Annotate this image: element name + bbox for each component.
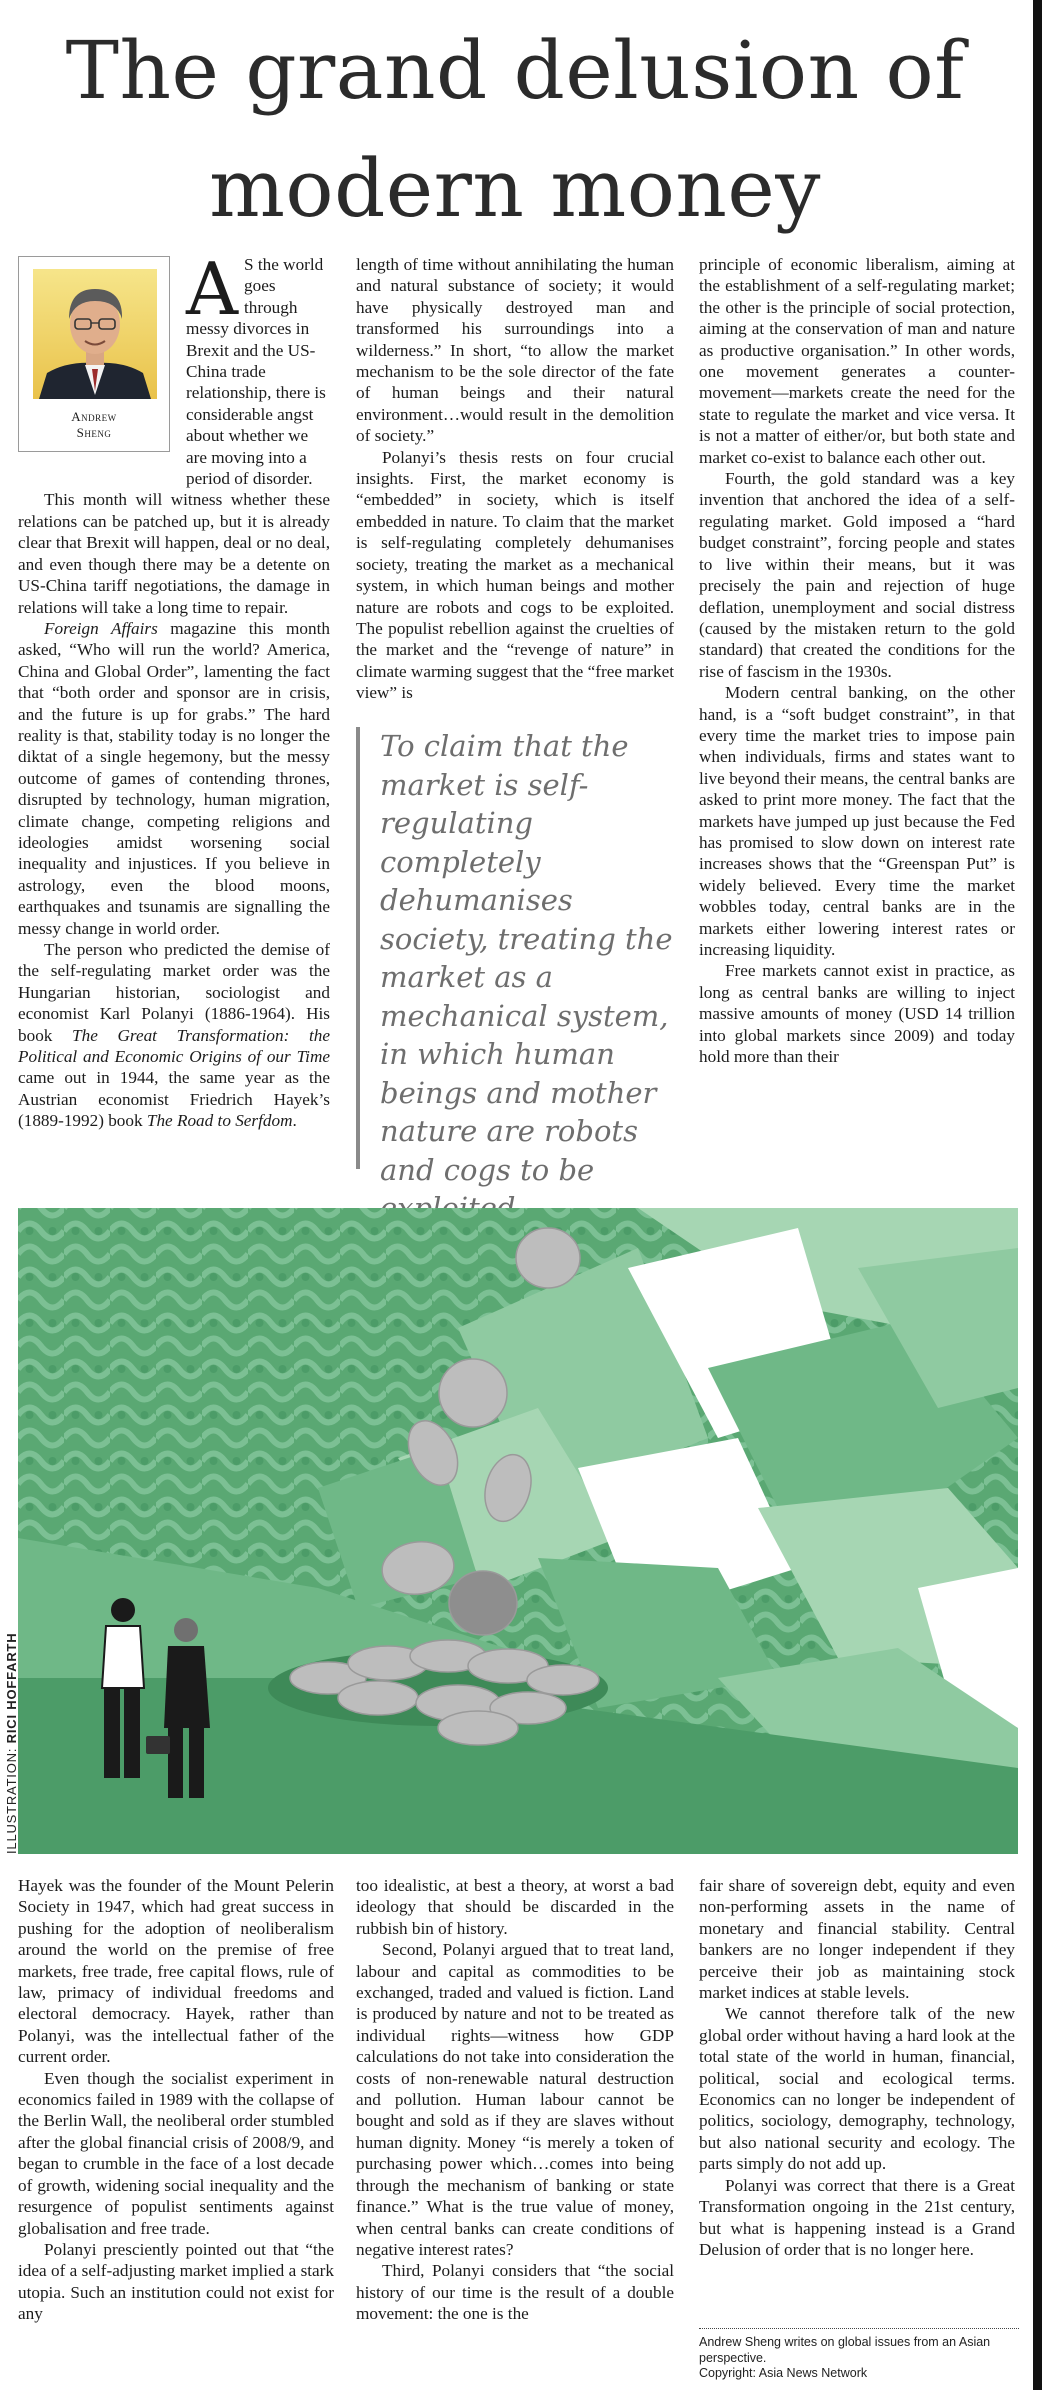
copyright-line: Copyright: Asia News Network — [699, 2366, 868, 2380]
coin-11 — [527, 1665, 599, 1695]
col4-paragraph-2: Even though the socialist experiment in economics failed in 1989 with the collapse of the Berlin Wall, the neoliberal order stumbled after the global financial crisis of 2008/9, and began to crumble in the face of a lost decade of growth, widening social inequality and the resurgence of populist sentiments against globalisation and free trade. — [18, 2068, 334, 2238]
col4-paragraph-1: Hayek was the founder of the Mount Pelerin Society in 1947, which had great success in pushing for the adoption of neoliberalism around the world on the premise of free markets, free trade, free capital flows, rule of law, primacy of individual freedoms and electoral democracy. Hayek, rather than Polanyi, was the intellectual father of the current order. — [18, 1876, 334, 2067]
col2-paragraph-2: Polanyi’s thesis rests on four crucial insights. First, the market economy is “embedded” in society, which is itself embedded in nature. To claim that the market is self-regulating completely dehumanises society, treating the market as a mechanical system, in which human beings and mother nature are robots and cogs to be exploited. The populist rebellion against the cruelties of the market and the “revenge of nature” in climate warming suggest that the “free market view” is — [356, 447, 674, 703]
col5-paragraph-1: too idealistic, at best a theory, at worst a bad ideology that should be discarded in the rubbish bin of history. — [356, 1876, 674, 1938]
col2-paragraph-1: length of time without annihilating the human and natural substance of society; it would have physically destroyed man and transformed his surroundings into a wilderness.” In short, “to allow the market mechanism to be the sole director of the fate of human beings and their natural environment…would result in the demolition of society.” — [356, 255, 674, 446]
col1-paragraph-4 — [18, 939, 330, 1132]
column-6 — [699, 1875, 1015, 2260]
pull-quote: To claim that the market is self-regulating completely dehumanises society, treating the market as a mechanical system, in which human beings and mother nature are robots and cogs to be — [356, 727, 684, 1169]
book-title-great-transformation: The Great Transformation: the Political and Economic Origins of our Time — [18, 1025, 330, 1067]
col1-paragraph-4-a: The person who predicted the demise of the self-regulating market order was the Hungarian historian, sociologist and economist Karl Polanyi (1886-1964). His book — [18, 940, 330, 1045]
col3-paragraph-3: Modern central banking, on the other hand, is a “soft budget constraint”, in that every time the market tries to impose pain when individuals, firms and states want to live beyond their means, the central banks are asked to print more money. The fact that the markets have jumped up just because the Fed has promised to slow down on interest rate increases shows that the “Greenspan Put” is widely believed. Every time the market wobbles today, central banks are in the markets either lowering interest rates or increasing liquidity. — [699, 683, 1015, 959]
coin-2 — [439, 1359, 507, 1427]
coin-1 — [516, 1228, 580, 1288]
book-title-road-to-serfdom: The Road to Serfdom — [146, 1111, 293, 1131]
col1-paragraph-3 — [18, 618, 330, 939]
col1-paragraph-4-b: came out in 1944, the same year as the Austrian economist Friedrich Hayek’s (1889-1992) book — [18, 1068, 330, 1131]
col5-paragraph-3: Third, Polanyi considers that “the social history of our time is the result of a double movement: the one is the — [356, 2261, 674, 2324]
column-4 — [18, 1875, 334, 2325]
coin-15 — [438, 1711, 518, 1745]
illustration-credit-name: RICI HOFFARTH — [4, 1632, 19, 1744]
column-5 — [356, 1875, 674, 2325]
col1-paragraph-3-text: magazine this month asked, “Who will run the world? America, China and Global Order”, lamenting the fact that “both order and sponsor are in crisis, and the future is up for grabs.” The hard reality is that, stability today is no longer the diktat of a single hegemony, but the messy outcome of games of contending thrones, disrupted by technology, human migration, climate change, competing religions and ideologies amidst worsening social inequality and injustices. If you believe in astrology, even the blood moons, earthquakes and tsunamis are signalling the messy change in world order. — [18, 618, 330, 938]
headline-line-1: The grand delusion of — [65, 24, 965, 117]
author-footer-note — [699, 2328, 1019, 2382]
col5-paragraph-2: Second, Polanyi argued that to treat land, labour and capital as commodities to be exchanged, traded and valued is fiction. Land is produced by nature and not to be treated as individual rights—witness how GDP calculations do not take into consideration the costs of non-renewable natural destruction and pollution. Human labour cannot be bought and sold as if they are slaves without human dignity. Money “is merely a token of purchasing power which…comes into being through the mechanism of banking or state finance.” What is the true value of money, when central banks can create conditions of negative interest rates? — [356, 1940, 674, 2259]
page-edge-bar — [1033, 0, 1042, 2390]
col3-paragraph-4: Free markets cannot exist in practice, as long as central banks are willing to inject massive amounts of money (USD 14 trillion into global markets since 2009) and today hold more than their — [699, 961, 1015, 1067]
illustration-credit-prefix: ILLUSTRATION: — [4, 1743, 19, 1854]
dropcap-letter: A — [186, 247, 238, 331]
author-last-name: Sheng — [76, 425, 112, 440]
magazine-name: Foreign Affairs — [44, 618, 158, 638]
author-first-name: Andrew — [71, 409, 117, 424]
column-1 — [18, 247, 330, 1132]
col3-paragraph-1: principle of economic liberalism, aiming at the establishment of a self-regulating market; the other is the principle of social protection, aiming at the conservation of man and nature as productive organisation.” In other words, one movement generates a counter-movement—markets create the need for the state to regulate the market and vice versa. It is not a matter of either/or, but both state and market co-exist to balance each other out. — [699, 255, 1015, 467]
column-2 — [356, 254, 674, 704]
headline-line-2: modern money — [209, 142, 821, 235]
briefcase — [146, 1736, 170, 1754]
col6-paragraph-1: fair share of sovereign debt, equity and even non-performing assets in the name of monetary and financial stability. Central bankers are no longer independent if they perceive their job as maintaining stock market indices at stable levels. — [699, 1876, 1015, 2003]
illustration-credit — [4, 1633, 19, 1854]
coin-6 — [449, 1571, 517, 1635]
col1-paragraph-4-c: . — [292, 1111, 297, 1131]
coin-12 — [338, 1681, 418, 1715]
col6-paragraph-3: Polanyi was correct that there is a Great Transformation ongoing in the 21st century, but what is happening instead is a Grand Delusion of order that is no longer here. — [699, 2175, 1015, 2259]
author-bio: Andrew Sheng writes on global issues from an Asian perspective. — [699, 2335, 991, 2365]
col3-paragraph-2: Fourth, the gold standard was a key invention that anchored the idea of a self-regulating market. Gold imposed a “hard budget constraint”, forcing people and states to live within their means, but it was precisely the pain and rejection of huge deflation, unemployment and social distress (caused by the mistaken return to the gold standard) that created the conditions for the rise of fascism in the 1930s. — [699, 469, 1015, 681]
headline — [0, 12, 1030, 248]
col6-paragraph-2: We cannot therefore talk of the new global order without having a hard look at the total state of the world in human, financial, political, social and ecological terms. Economics can no longer be independent of politics, sociology, demography, technology, but also national security and ecology. The parts simply do not add up. — [699, 2004, 1015, 2174]
col1-paragraph-1-text: S the world goes through messy divorces in Brexit and the US-China trade relationship, there is considerable angst about whether we are moving into a period of disorder. — [186, 255, 326, 489]
col4-paragraph-3: Polanyi presciently pointed out that “the idea of a self-adjusting market implied a stark utopia. Such an institution could not exist for any — [18, 2239, 334, 2324]
illustration — [18, 1208, 1018, 1854]
column-3 — [699, 254, 1015, 1067]
col1-paragraph-1 — [18, 247, 330, 489]
col1-paragraph-2: This month will witness whether these relations can be patched up, but it is already clear that Brexit will happen, deal or no deal, and even though there may be a detente on US-China tariff negotiations, the damage in relations will take a long time to repair. — [18, 490, 330, 617]
